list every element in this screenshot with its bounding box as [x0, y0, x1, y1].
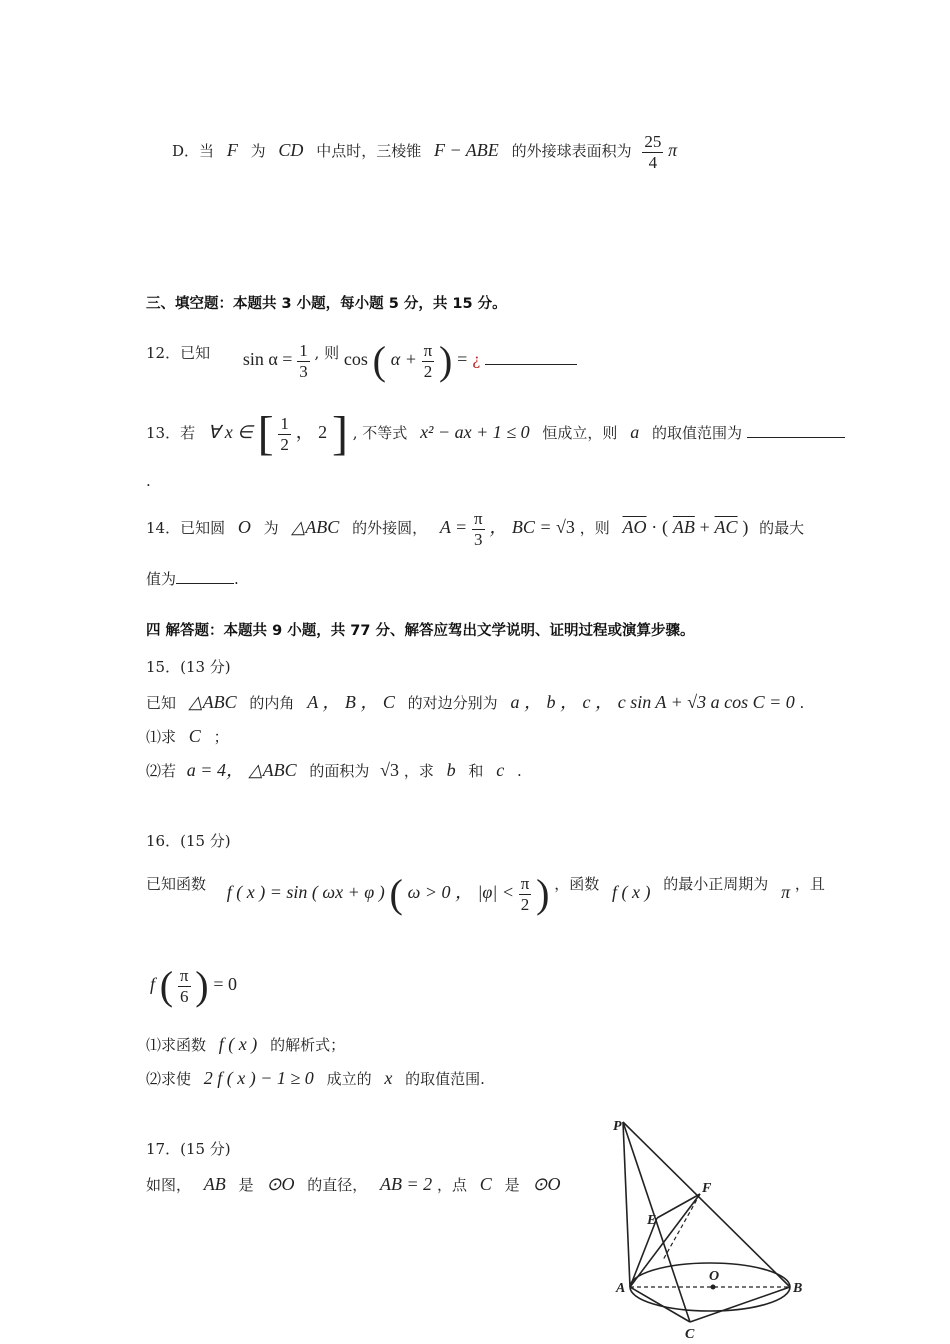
left-paren: ( — [389, 871, 403, 916]
frac-den: 2 — [520, 894, 530, 914]
q12-cos: cos — [343, 349, 368, 369]
q15-header: 15．(13 分) — [146, 658, 231, 676]
text: ，则 — [579, 519, 610, 537]
frac-den: 4 — [648, 152, 658, 172]
q13-two: ， 2 — [295, 422, 328, 442]
q17-line1 — [146, 1170, 560, 1199]
label-p: P — [613, 1119, 622, 1134]
text: 中点时，三棱锥 — [316, 142, 422, 160]
center-o-point — [711, 1285, 716, 1290]
pi-symbol: π — [668, 140, 678, 160]
q15-angles: A ， B ， C — [307, 692, 395, 712]
label-a: A — [616, 1281, 626, 1296]
text: 的内角 — [249, 694, 295, 712]
q14-bc: ， BC = — [489, 517, 557, 537]
text: 如图， — [146, 1176, 192, 1194]
frac-num: π — [473, 508, 483, 528]
left-bracket: [ — [257, 407, 274, 460]
q16-pi-frac — [519, 874, 532, 915]
text: 为 — [263, 519, 279, 537]
var-cd: CD — [278, 140, 304, 160]
text: ，求 — [403, 762, 434, 780]
question-12 — [146, 336, 577, 384]
q16-f: f — [150, 974, 156, 994]
vector-ao: $\overline{AO}$ — [622, 517, 647, 537]
frac-num: π — [423, 340, 433, 360]
q12-label: 12．已知 — [146, 344, 211, 362]
frac-den: 3 — [299, 361, 308, 381]
text: 的最大 — [759, 519, 805, 537]
q13-ineq: x² − ax + 1 ≤ 0 — [420, 422, 530, 442]
left-paren: ( — [159, 963, 174, 1008]
text: 的直径， — [307, 1176, 368, 1194]
q14-label: 14．已知圆 — [146, 519, 226, 537]
right-paren: ) — [536, 871, 550, 916]
frac-num: 1 — [299, 340, 308, 360]
q12-pi-frac — [422, 341, 435, 382]
text: 是 — [238, 1176, 254, 1194]
frac-den: 2 — [280, 434, 289, 454]
text: 的对边分别为 — [407, 694, 498, 712]
q16-fx3: f ( x ) — [218, 1034, 258, 1054]
segment-ae — [630, 1218, 657, 1287]
text: 的最小正周期为 — [663, 875, 769, 893]
q13-frac — [278, 414, 291, 455]
text: 的外接球表面积为 — [511, 142, 632, 160]
option-d — [172, 128, 677, 173]
q16-f-frac — [178, 966, 191, 1007]
text: 成立的 — [326, 1070, 372, 1088]
q13-label: 13．若 — [146, 424, 196, 442]
q12-eq: = — [457, 349, 468, 369]
q17-c: C — [479, 1174, 492, 1194]
q17-ab: AB — [203, 1174, 226, 1194]
text: 和 — [468, 762, 484, 780]
q14-tri: △ABC — [291, 517, 340, 537]
q16-cond: ω > 0 ， |φ| < — [407, 882, 514, 902]
q16-feq: = 0 — [213, 974, 238, 994]
q14-a: A = — [439, 517, 468, 537]
left-paren: ( — [662, 517, 669, 537]
q15-tri2: △ABC — [248, 760, 297, 780]
q16-ineq: 2 f ( x ) − 1 ≥ 0 — [203, 1068, 314, 1088]
fraction-25-4 — [642, 132, 663, 173]
label-b: B — [793, 1281, 803, 1296]
text: 的外接圆， — [352, 519, 428, 537]
q12-answer-blank — [485, 364, 577, 365]
edge-pa — [623, 1122, 630, 1287]
right-paren: ) — [439, 338, 453, 383]
q15-line1 — [146, 688, 804, 717]
text: 是 — [504, 1176, 520, 1194]
q13-answer-blank — [747, 437, 845, 438]
frac-num: 25 — [644, 131, 662, 151]
q16-header: 16．(15 分) — [146, 832, 231, 850]
text: 值为 — [146, 570, 177, 588]
q13-a: a — [630, 422, 640, 442]
q17-ab2: AB = 2 — [380, 1174, 433, 1194]
text: 已知函数 — [146, 875, 207, 893]
q16-x: x — [384, 1068, 393, 1088]
vector-ab: $\overline{AB}$ — [672, 517, 695, 537]
plus-op: + — [699, 517, 710, 537]
q15-sqrt3: √3 — [380, 760, 400, 780]
text: ，函数 — [554, 875, 600, 893]
right-paren: ) — [742, 517, 749, 537]
q16-part1 — [146, 1030, 345, 1059]
label-o: O — [709, 1269, 720, 1284]
section-title-fill-in: 三、填空题：本题共 3 小题，每小题 5 分，共 15 分。 — [146, 296, 507, 312]
q14-pi-frac — [472, 509, 485, 550]
q15-c: C — [188, 726, 201, 746]
text: ，且 — [794, 875, 825, 893]
label-f: F — [702, 1181, 712, 1196]
q15-a4: a = 4， — [186, 760, 244, 780]
edge-ac — [630, 1287, 690, 1322]
text: ，点 — [436, 1176, 467, 1194]
text: ⑵若 — [146, 762, 177, 780]
frac-den: 3 — [474, 529, 483, 549]
q12-frac — [297, 341, 310, 382]
q12-garble: ¿ — [472, 351, 481, 369]
text: 的取值范围. — [405, 1070, 485, 1088]
q16-fx2: f ( x ) — [612, 882, 651, 902]
q15-part1 — [146, 722, 229, 751]
question-13 — [146, 406, 845, 460]
text: 为 — [250, 142, 266, 160]
right-bracket: ] — [331, 407, 348, 460]
q16-pi: π — [781, 882, 791, 902]
q14-o: O — [237, 517, 251, 537]
q17-circle-o2: ⊙O — [532, 1174, 561, 1194]
frac-num: π — [179, 965, 189, 985]
text: ⑵求使 — [146, 1070, 192, 1088]
segment-ef — [657, 1194, 700, 1218]
q16-condition — [150, 958, 237, 1012]
q13-forall: ∀ x ∈ — [207, 422, 253, 442]
q14-sqrt3: √3 — [556, 517, 575, 537]
q15-part2 — [146, 756, 522, 785]
text: ； — [213, 728, 229, 746]
label-e: E — [647, 1213, 657, 1228]
q16-line1 — [146, 866, 825, 920]
text: ⑴求 — [146, 728, 177, 746]
q12-ze: , 则 — [314, 344, 340, 362]
q15-equation: c sin A + √3 a cos C = 0 — [617, 692, 795, 712]
text: . — [234, 570, 239, 588]
text: . — [799, 694, 805, 712]
q15-sides: a ， b ， c ， — [510, 692, 613, 712]
text: 已知 — [146, 694, 177, 712]
section-title-solve: 四 解答题：本题共 9 小题，共 77 分、解答应驾出文学说明、证明过程或演算步骤。 — [146, 623, 695, 639]
q15-c2: c — [496, 760, 505, 780]
text: 的面积为 — [309, 762, 370, 780]
q16-part2 — [146, 1064, 485, 1093]
text: 的解析式； — [270, 1036, 346, 1054]
q13-tail: 的取值范围为 — [651, 424, 742, 442]
q17-circle-o: ⊙O — [266, 1174, 295, 1194]
edge-pc — [623, 1122, 690, 1322]
q15-b: b — [446, 760, 456, 780]
q13-hold: 恒成立，则 — [542, 424, 618, 442]
var-f: F — [226, 140, 238, 160]
q15-tri: △ABC — [188, 692, 237, 712]
edge-bc — [690, 1287, 790, 1322]
var-fabe: F − ABE — [433, 140, 499, 160]
q14-line2 — [146, 568, 239, 589]
text: ⑴求函数 — [146, 1036, 207, 1054]
option-d-prefix: D．当 — [172, 142, 215, 160]
frac-num: 1 — [280, 413, 289, 433]
label-c: C — [685, 1327, 695, 1340]
q12-sin: sin α = — [242, 349, 293, 369]
right-paren: ) — [195, 963, 209, 1008]
q14-answer-blank — [176, 583, 234, 584]
left-paren: ( — [372, 338, 386, 383]
q12-alpha: α + — [390, 349, 417, 369]
frac-den: 2 — [423, 361, 433, 381]
frac-den: 6 — [179, 986, 189, 1006]
text: . — [516, 762, 522, 780]
frac-num: π — [520, 873, 530, 893]
q13-mid: , 不等式 — [352, 424, 408, 442]
q16-fx: f ( x ) = sin ( ωx + φ ) — [226, 882, 385, 902]
dot-op: · — [651, 517, 658, 537]
figure-svg — [605, 1110, 815, 1340]
question-14 — [146, 504, 804, 551]
geometry-figure — [605, 1110, 815, 1344]
q17-header: 17．(15 分) — [146, 1140, 231, 1158]
q13-dot: . — [146, 472, 151, 490]
segment-af — [630, 1194, 700, 1287]
vector-ac: $\overline{AC}$ — [714, 517, 738, 537]
